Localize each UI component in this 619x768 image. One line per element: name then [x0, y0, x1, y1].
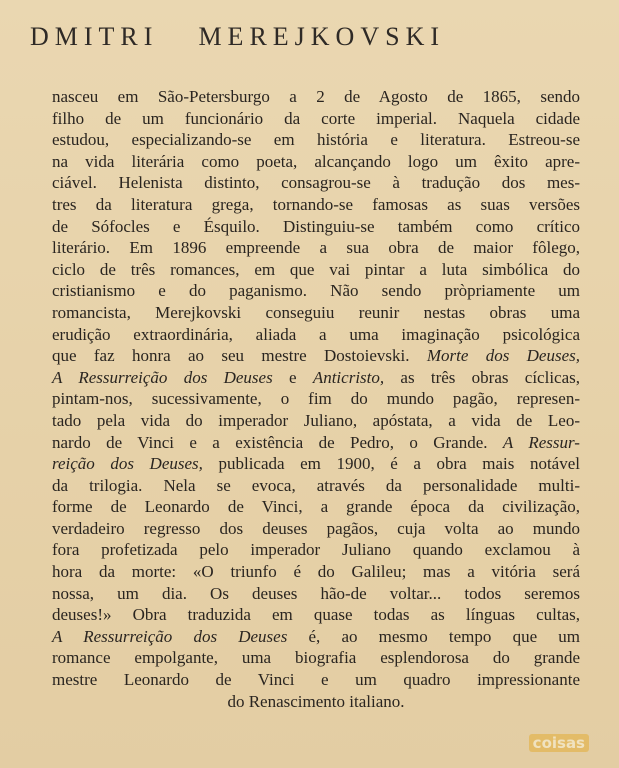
- text-line: de Sófocles e Ésquilo. Distinguiu-se também como crítico: [52, 216, 580, 236]
- text-line: cristianismo e do paganismo. Não sendo pròpriamente um: [52, 281, 580, 301]
- text-line: romancista, Merejkovski conseguiu reunir nestas obras uma: [52, 302, 580, 322]
- text-line: verdadeiro regresso dos deuses pagãos, cuja volta ao mundo: [52, 518, 580, 538]
- text-line: forme de Leonardo de Vinci, a grande época da civilização,: [52, 497, 580, 517]
- text-line: estudou, especializando-se em história e literatura. Estreou-se: [52, 130, 580, 150]
- author-heading: [30, 22, 595, 52]
- text-line: literário. Em 1896 empreende a sua obra de maior fôlego,: [52, 238, 580, 258]
- text-line: que faz honra ao seu mestre Dostoievski. Morte dos Deuses,: [52, 346, 581, 366]
- text-line: filho de um funcionário da corte imperial. Naquela cidade: [52, 108, 580, 128]
- text-line-last: do Renascimento italiano.: [227, 691, 405, 711]
- text-line: reição dos Deuses, publicada em 1900, é a obra mais notável: [52, 454, 580, 474]
- text-line: tado pela vida do imperador Juliano, apóstata, a vida de Leo-: [52, 410, 580, 430]
- author-first-name: DMITRI: [30, 22, 159, 51]
- text-line: tres da literatura grega, tornando-se famosas as suas versões: [52, 194, 580, 214]
- text-line: A Ressurreição dos Deuses é, ao mesmo tempo que um: [52, 626, 580, 646]
- text-line: deuses!» Obra traduzida em quase todas as línguas cultas,: [52, 605, 580, 625]
- text-line: nasceu em São-Petersburgo a 2 de Agosto de 1865, sendo: [52, 87, 580, 106]
- text-line: da trilogia. Nela se evoca, através da personalidade multi-: [52, 475, 580, 495]
- text-line: pintam-nos, sucessivamente, o fim do mundo pagão, represen-: [52, 389, 580, 409]
- text-line: mestre Leonardo de Vinci e um quadro impressionante: [52, 670, 580, 690]
- text-line: ciável. Helenista distinto, consagrou-se à tradução dos mes-: [52, 173, 580, 193]
- biography-text: [52, 86, 580, 712]
- watermark-logo: coisas: [529, 734, 589, 752]
- text-line: nossa, um dia. Os deuses hão-de voltar... todos seremos: [52, 583, 580, 603]
- text-line: romance empolgante, uma biografia esplendorosa do grande: [52, 648, 580, 668]
- text-line: na vida literária como poeta, alcançando logo um êxito apre-: [52, 151, 580, 171]
- text-line: fora profetizada pelo imperador Juliano quando exclamou à: [52, 540, 580, 560]
- text-line: nardo de Vinci e a existência de Pedro, o Grande. A Ressur-: [52, 432, 580, 452]
- text-line: ciclo de três romances, em que vai pintar a luta simbólica do: [52, 259, 580, 279]
- author-last-name: MEREJKOVSKI: [198, 22, 446, 51]
- text-line: erudição extraordinária, aliada a uma imaginação psicológica: [52, 324, 580, 344]
- text-line: hora da morte: «O triunfo é do Galileu; mas a vitória será: [52, 562, 580, 582]
- text-line: A Ressurreição dos Deuses e Anticristo, as três obras cíclicas,: [52, 367, 581, 387]
